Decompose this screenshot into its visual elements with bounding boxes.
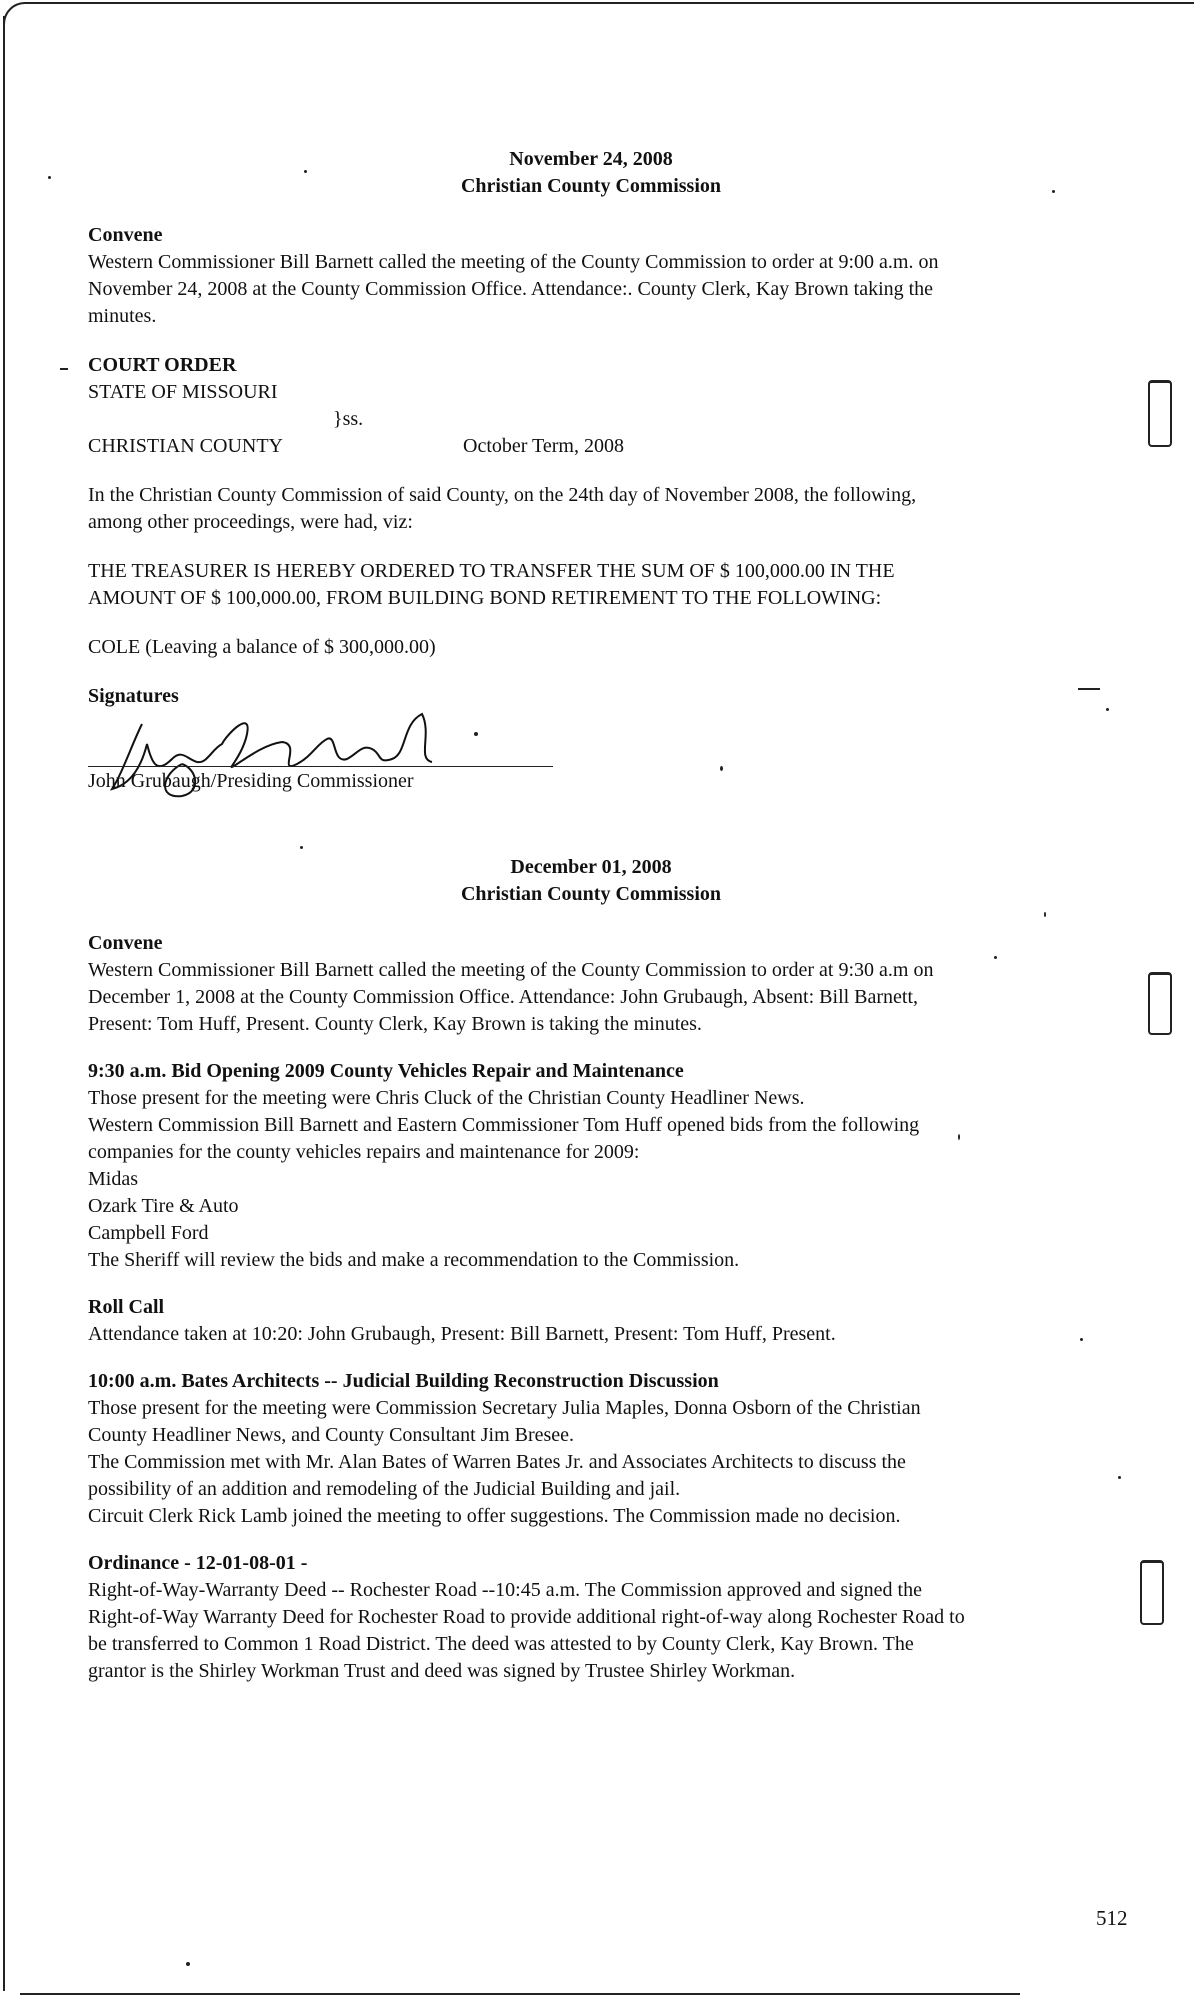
document-content	[88, 146, 1128, 1685]
meeting1-date: November 24, 2008	[509, 148, 673, 170]
scan-speck	[60, 368, 68, 370]
bates-line: County Headliner News, and County Consultant Jim Bresee.	[88, 1424, 575, 1446]
scan-border-bottom	[20, 1993, 1020, 1995]
bates-line: Those present for the meeting were Commission Secretary Julia Maples, Donna Osborn of the Christian	[88, 1397, 921, 1419]
margin-bracket-mark	[1140, 1560, 1164, 1625]
margin-bracket-mark	[1148, 380, 1172, 447]
order-line: AMOUNT OF $ 100,000.00, FROM BUILDING BOND RETIREMENT TO THE FOLLOWING:	[88, 587, 882, 609]
bidder-name: Campbell Ford	[88, 1222, 209, 1244]
signature-block	[88, 714, 1128, 810]
bid-line: Western Commission Bill Barnett and Eastern Commissioner Tom Huff opened bids from the following	[88, 1114, 920, 1136]
bates-line: Circuit Clerk Rick Lamb joined the meeting to offer suggestions. The Commission made no decision.	[88, 1505, 901, 1527]
bid-line: companies for the county vehicles repairs and maintenance for 2009:	[88, 1141, 640, 1163]
signature-line	[88, 766, 553, 767]
ordinance-heading: Ordinance - 12-01-08-01 -	[88, 1552, 308, 1574]
ss-mark: }ss.	[333, 408, 364, 430]
roll-call-line: Attendance taken at 10:20: John Grubaugh, Present: Bill Barnett, Present: Tom Huff, Present.	[88, 1323, 836, 1345]
convene-line: Western Commissioner Bill Barnett called the meeting of the County Commission to order at 9:30 a.m on	[88, 959, 934, 981]
bates-heading: 10:00 a.m. Bates Architects -- Judicial Building Reconstruction Discussion	[88, 1370, 719, 1392]
convene-line: Western Commissioner Bill Barnett called the meeting of the County Commission to order at 9:00 a.m. on	[88, 251, 939, 273]
page-number: 512	[1096, 1906, 1128, 1930]
bid-line: Those present for the meeting were Chris Cluck of the Christian County Headliner News.	[88, 1087, 805, 1109]
convene-line: minutes.	[88, 305, 157, 327]
scan-speck	[186, 1962, 190, 1966]
signer-name: John Grubaugh/Presiding Commissioner	[88, 770, 414, 792]
ordinance-line: Right-of-Way Warranty Deed for Rochester Road to provide additional right-of-way along Rochester Road to	[88, 1606, 965, 1628]
convene-line: December 1, 2008 at the County Commission Office. Attendance: John Grubaugh, Absent: Bill Barnett,	[88, 986, 919, 1008]
cole-line: COLE (Leaving a balance of $ 300,000.00)	[88, 636, 436, 658]
convene-heading: Convene	[88, 932, 163, 954]
bidder-name: Midas	[88, 1168, 138, 1190]
scan-border-corner	[3, 2, 29, 28]
county-name: CHRISTIAN COUNTY	[88, 435, 283, 457]
court-order-heading: COURT ORDER	[88, 354, 237, 376]
order-line: THE TREASURER IS HEREBY ORDERED TO TRANSFER THE SUM OF $ 100,000.00 IN THE	[88, 560, 895, 582]
court-term: October Term, 2008	[463, 435, 624, 457]
ordinance-line: be transferred to Common 1 Road District. The deed was attested to by County Clerk, Kay Brown. The	[88, 1633, 914, 1655]
convene-line: Present: Tom Huff, Present. County Clerk, Kay Brown is taking the minutes.	[88, 1013, 702, 1035]
scan-border-left	[3, 16, 5, 1991]
state-line: STATE OF MISSOURI	[88, 381, 278, 403]
scan-border-top	[24, 2, 1194, 4]
roll-call-heading: Roll Call	[88, 1296, 165, 1318]
proceedings-line: In the Christian County Commission of said County, on the 24th day of November 2008, the following,	[88, 484, 917, 506]
bates-line: The Commission met with Mr. Alan Bates of Warren Bates Jr. and Associates Architects to discuss the	[88, 1451, 906, 1473]
scan-speck	[48, 176, 51, 179]
county-term-row	[88, 433, 1128, 460]
meeting2-date: December 01, 2008	[510, 856, 672, 878]
bid-line: The Sheriff will review the bids and make a recommendation to the Commission.	[88, 1249, 740, 1271]
meeting2-title: Christian County Commission	[460, 883, 722, 905]
bates-line: possibility of an addition and remodeling of the Judicial Building and jail.	[88, 1478, 681, 1500]
convene-line: November 24, 2008 at the County Commission Office. Attendance:. County Clerk, Kay Brown taking the	[88, 278, 934, 300]
bid-opening-heading: 9:30 a.m. Bid Opening 2009 County Vehicles Repair and Maintenance	[88, 1060, 684, 1082]
bidder-name: Ozark Tire & Auto	[88, 1195, 239, 1217]
signatures-heading: Signatures	[88, 685, 179, 707]
ordinance-line: Right-of-Way-Warranty Deed -- Rochester Road --10:45 a.m. The Commission approved and signed the	[88, 1579, 922, 1601]
ordinance-line: grantor is the Shirley Workman Trust and deed was signed by Trustee Shirley Workman.	[88, 1660, 796, 1682]
meeting1-title: Christian County Commission	[460, 175, 722, 197]
proceedings-line: among other proceedings, were had, viz:	[88, 511, 413, 533]
margin-bracket-mark	[1148, 972, 1172, 1035]
convene-heading: Convene	[88, 224, 163, 246]
